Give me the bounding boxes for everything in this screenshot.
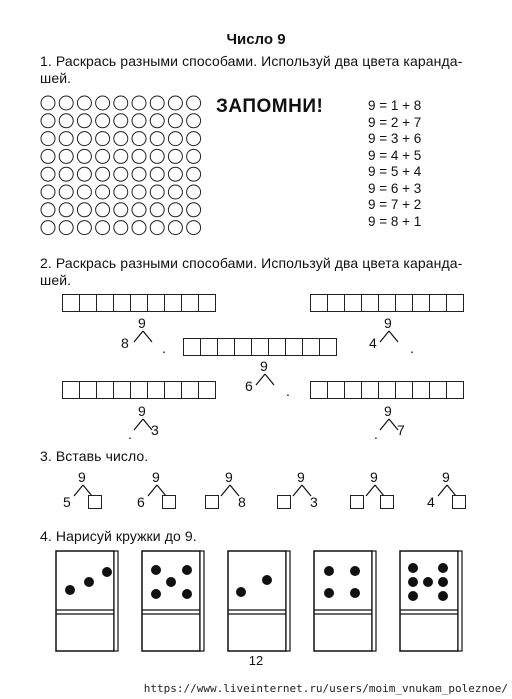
strip-cell[interactable] (97, 295, 114, 311)
grid-circle[interactable] (132, 114, 146, 128)
tree-right: 8 (238, 494, 246, 510)
grid-circle[interactable] (132, 149, 146, 163)
strip-cell[interactable] (345, 382, 362, 398)
answer-box[interactable] (350, 495, 364, 509)
tree-top: 9 (442, 469, 450, 485)
strip-cell[interactable] (80, 295, 97, 311)
grid-circle[interactable] (41, 221, 55, 235)
grid-circle[interactable] (187, 185, 201, 199)
strip-cell[interactable] (80, 382, 97, 398)
grid-circle[interactable] (77, 203, 91, 217)
tree-left: 4 (369, 335, 377, 351)
strip-cell[interactable] (320, 339, 336, 355)
cell-strip[interactable] (310, 381, 464, 399)
tree-top: 9 (370, 469, 378, 485)
strip-cell[interactable] (131, 382, 148, 398)
strip-cell[interactable] (184, 339, 201, 355)
grid-circle[interactable] (150, 167, 164, 181)
strip-cell[interactable] (430, 382, 447, 398)
domino-dot (350, 566, 360, 576)
strip-cell[interactable] (114, 382, 131, 398)
equation: 9 = 3 + 6 (368, 131, 422, 146)
grid-circle[interactable] (96, 96, 110, 110)
tree-left: 6 (137, 494, 145, 510)
domino (400, 551, 462, 651)
domino-dot (438, 563, 448, 573)
tree-left: 5 (63, 494, 71, 510)
grid-circle[interactable] (168, 185, 182, 199)
strip-cell[interactable] (63, 295, 80, 311)
strip-cell[interactable] (182, 295, 199, 311)
grid-circle[interactable] (150, 114, 164, 128)
answer-box[interactable] (162, 495, 176, 509)
grid-circle[interactable] (59, 96, 73, 110)
tree-top: 9 (384, 403, 392, 419)
domino (142, 551, 204, 651)
branch-lines (253, 373, 277, 387)
strip-cell[interactable] (148, 295, 165, 311)
domino-empty-half[interactable] (60, 617, 110, 647)
grid-circle[interactable] (59, 203, 73, 217)
answer-box[interactable] (205, 495, 219, 509)
grid-circle[interactable] (77, 221, 91, 235)
task1-line1: 1. Раскрась разными способами. Используй два цвета каранда- (40, 53, 463, 69)
domino (228, 551, 290, 651)
equation: 9 = 5 + 4 (368, 164, 422, 179)
task1-line2: шей. (40, 70, 72, 86)
strip-cell[interactable] (311, 295, 328, 311)
task1-instruction (40, 53, 492, 87)
grid-circle[interactable] (132, 185, 146, 199)
remember-heading: ЗАПОМНИ! (216, 96, 324, 117)
domino-dot (84, 577, 94, 587)
grid-circle[interactable] (132, 221, 146, 235)
circle-grid[interactable] (40, 94, 210, 242)
grid-circle[interactable] (96, 167, 110, 181)
equation: 9 = 2 + 7 (368, 114, 422, 130)
strip-cell[interactable] (235, 339, 252, 355)
grid-circle[interactable] (96, 114, 110, 128)
grid-circle[interactable] (77, 185, 91, 199)
strip-cell[interactable] (131, 295, 148, 311)
strip-cell[interactable] (63, 382, 80, 398)
grid-circle[interactable] (77, 132, 91, 146)
tree-left: 6 (245, 378, 253, 394)
grid-circle[interactable] (59, 114, 73, 128)
grid-circle[interactable] (77, 114, 91, 128)
grid-circle[interactable] (96, 185, 110, 199)
domino-side (372, 551, 376, 651)
domino-dot (423, 577, 433, 587)
task2-instruction (40, 255, 492, 289)
answer-box[interactable] (452, 495, 466, 509)
strip-cell[interactable] (114, 295, 131, 311)
strip-cell[interactable] (362, 295, 379, 311)
grid-circle[interactable] (168, 167, 182, 181)
grid-circle[interactable] (114, 114, 128, 128)
tree-top: 9 (152, 469, 160, 485)
tree-top: 9 (78, 469, 86, 485)
domino-dot (65, 585, 75, 595)
domino-dot (151, 589, 161, 599)
strip-cell[interactable] (379, 382, 396, 398)
branch-lines (131, 330, 155, 344)
domino-dot (102, 567, 112, 577)
page-number: 12 (248, 653, 264, 668)
domino-dot (438, 591, 448, 601)
domino-dot (408, 577, 418, 587)
footer-url[interactable]: https://www.liveinternet.ru/users/moim_vnukam_poleznoe/ (143, 682, 508, 695)
strip-cell[interactable] (269, 339, 286, 355)
grid-circle[interactable] (168, 96, 182, 110)
strip-cell[interactable] (362, 382, 379, 398)
grid-circle[interactable] (187, 221, 201, 235)
grid-circle[interactable] (150, 203, 164, 217)
strip-cell[interactable] (328, 382, 345, 398)
strip-cell[interactable] (201, 339, 218, 355)
strip-cell[interactable] (396, 382, 413, 398)
domino-dot (438, 577, 448, 587)
domino-side (114, 551, 118, 651)
grid-circle[interactable] (150, 149, 164, 163)
branch-lines (377, 330, 401, 344)
grid-circle[interactable] (96, 203, 110, 217)
grid-circle[interactable] (132, 167, 146, 181)
grid-circle[interactable] (114, 167, 128, 181)
grid-circle[interactable] (150, 132, 164, 146)
strip-cell[interactable] (148, 382, 165, 398)
equation-list (368, 98, 421, 230)
strip-cell[interactable] (182, 382, 199, 398)
grid-circle[interactable] (187, 167, 201, 181)
strip-cell[interactable] (447, 295, 463, 311)
tree-top: 9 (260, 358, 268, 374)
strip-cell[interactable] (97, 382, 114, 398)
domino-dot (236, 587, 246, 597)
strip-cell[interactable] (345, 295, 362, 311)
grid-circle[interactable] (59, 167, 73, 181)
tree-top: 9 (138, 403, 146, 419)
cell-strip[interactable] (62, 294, 216, 312)
tree-top: 9 (225, 469, 233, 485)
tree-top: 9 (384, 315, 392, 331)
grid-circle[interactable] (187, 114, 201, 128)
equation: 9 = 6 + 3 (368, 180, 422, 196)
grid-circle[interactable] (168, 203, 182, 217)
tree-left: 4 (427, 494, 435, 510)
grid-circle[interactable] (41, 132, 55, 146)
grid-circle[interactable] (187, 203, 201, 217)
dot: . (162, 340, 166, 356)
grid-circle[interactable] (77, 96, 91, 110)
domino-side (200, 551, 204, 651)
dot: . (374, 426, 378, 442)
grid-circle[interactable] (41, 203, 55, 217)
domino-side (286, 551, 290, 651)
grid-circle[interactable] (132, 203, 146, 217)
grid-circle[interactable] (168, 149, 182, 163)
grid-circle[interactable] (114, 221, 128, 235)
grid-circle[interactable] (132, 96, 146, 110)
grid-circle[interactable] (41, 185, 55, 199)
domino-dot (324, 588, 334, 598)
equation: 9 = 4 + 5 (368, 147, 422, 163)
tree-right: 3 (151, 422, 159, 438)
answer-box[interactable] (88, 495, 102, 509)
grid-circle[interactable] (114, 132, 128, 146)
grid-circle[interactable] (150, 221, 164, 235)
strip-cell[interactable] (379, 295, 396, 311)
grid-circle[interactable] (59, 132, 73, 146)
tree-right: 7 (397, 422, 405, 438)
domino-dot (151, 565, 161, 575)
domino-dot (166, 577, 176, 587)
strip-cell[interactable] (413, 382, 430, 398)
grid-circle[interactable] (168, 132, 182, 146)
grid-circle[interactable] (168, 114, 182, 128)
domino-dot (350, 588, 360, 598)
grid-circle[interactable] (59, 149, 73, 163)
grid-circle[interactable] (114, 96, 128, 110)
grid-circle[interactable] (132, 132, 146, 146)
grid-circle[interactable] (41, 114, 55, 128)
task2-line1: 2. Раскрась разными способами. Используй два цвета каранда- (40, 255, 463, 271)
strip-cell[interactable] (430, 295, 447, 311)
grid-circle[interactable] (59, 221, 73, 235)
grid-circle[interactable] (41, 149, 55, 163)
dot: . (410, 340, 414, 356)
strip-cell[interactable] (447, 382, 463, 398)
domino-row (55, 550, 475, 652)
grid-circle[interactable] (59, 185, 73, 199)
strip-cell[interactable] (396, 295, 413, 311)
grid-circle[interactable] (41, 167, 55, 181)
strip-cell[interactable] (165, 295, 182, 311)
grid-circle[interactable] (96, 149, 110, 163)
domino-dot (182, 565, 192, 575)
grid-circle[interactable] (114, 185, 128, 199)
grid-circle[interactable] (77, 149, 91, 163)
grid-circle[interactable] (96, 221, 110, 235)
tree-top: 9 (138, 315, 146, 331)
dot: . (286, 383, 290, 399)
cell-strip[interactable] (183, 338, 337, 356)
task4-instruction: 4. Нарисуй кружки до 9. (40, 528, 197, 544)
domino-empty-half[interactable] (232, 617, 282, 647)
grid-circle[interactable] (168, 221, 182, 235)
tree-left: 8 (121, 335, 129, 351)
tree-top: 9 (297, 469, 305, 485)
domino-dot (262, 575, 272, 585)
strip-cell[interactable] (165, 382, 182, 398)
task2-line2: шей. (40, 272, 72, 288)
strip-cell[interactable] (199, 295, 215, 311)
domino-side (458, 551, 462, 651)
grid-circle[interactable] (150, 96, 164, 110)
domino-empty-half[interactable] (146, 617, 196, 647)
equation: 9 = 8 + 1 (368, 213, 422, 229)
grid-circle[interactable] (77, 167, 91, 181)
domino-dot (182, 589, 192, 599)
grid-circle[interactable] (150, 185, 164, 199)
domino (56, 551, 118, 651)
strip-cell[interactable] (311, 382, 328, 398)
equation: 9 = 1 + 8 (368, 98, 422, 113)
grid-circle[interactable] (187, 96, 201, 110)
grid-circle[interactable] (114, 203, 128, 217)
grid-circle[interactable] (96, 132, 110, 146)
domino (314, 551, 376, 651)
tree-right: 3 (310, 494, 318, 510)
domino-dot (324, 566, 334, 576)
strip-cell[interactable] (218, 339, 235, 355)
strip-cell[interactable] (303, 339, 320, 355)
grid-circle[interactable] (187, 149, 201, 163)
answer-box[interactable] (380, 495, 394, 509)
domino-empty-half[interactable] (404, 617, 454, 647)
strip-cell[interactable] (286, 339, 303, 355)
strip-cell[interactable] (252, 339, 269, 355)
strip-cell[interactable] (199, 382, 215, 398)
domino-empty-half[interactable] (318, 617, 368, 647)
domino-dot (408, 591, 418, 601)
dot: . (128, 426, 132, 442)
strip-cell[interactable] (328, 295, 345, 311)
grid-circle[interactable] (114, 149, 128, 163)
grid-circle[interactable] (187, 132, 201, 146)
cell-strip[interactable] (310, 294, 464, 312)
strip-cell[interactable] (413, 295, 430, 311)
task3-instruction: 3. Вставь число. (40, 448, 149, 464)
cell-strip[interactable] (62, 381, 216, 399)
page-title: Число 9 (226, 31, 286, 48)
domino-dot (408, 563, 418, 573)
equation: 9 = 7 + 2 (368, 197, 422, 212)
grid-circle[interactable] (41, 96, 55, 110)
answer-box[interactable] (277, 495, 291, 509)
